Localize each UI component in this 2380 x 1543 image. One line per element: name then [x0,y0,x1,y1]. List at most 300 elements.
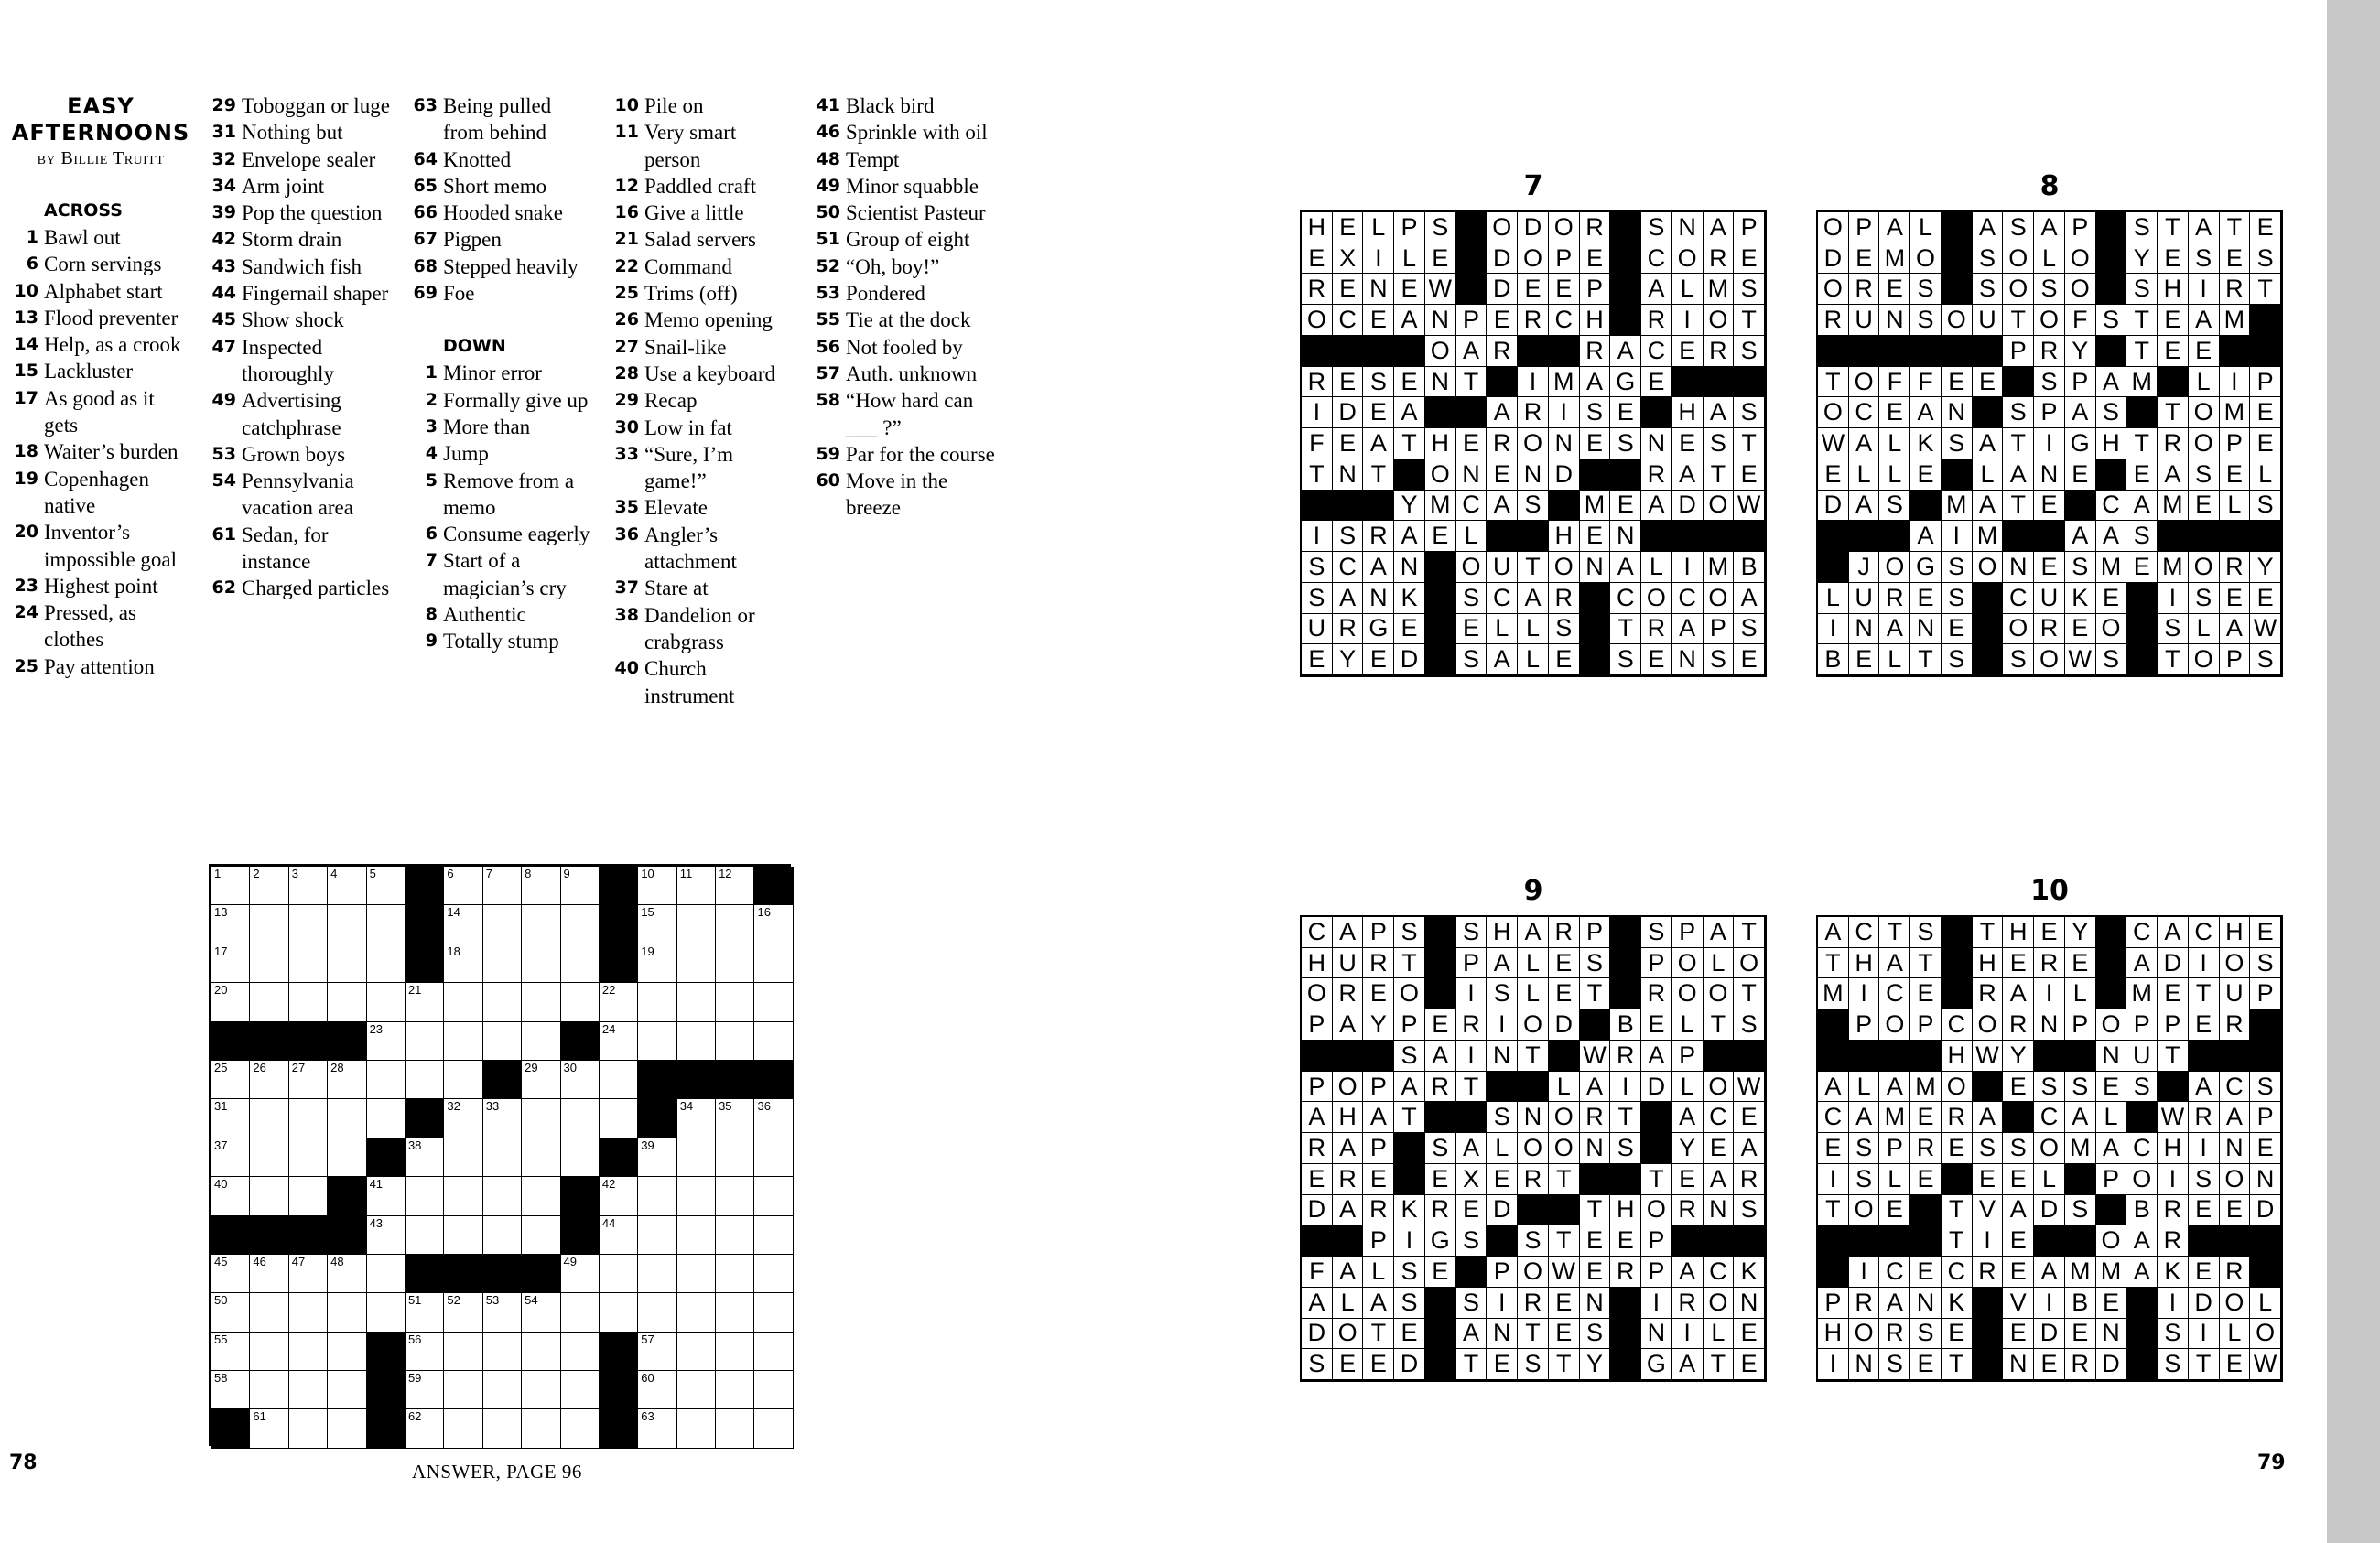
grid-cell[interactable] [522,1409,560,1448]
grid-cell[interactable] [211,867,250,905]
solution-cell: C [1942,1257,1973,1288]
grid-cell[interactable] [367,1216,406,1255]
grid-cell[interactable] [289,1099,328,1138]
grid-cell[interactable] [444,944,482,983]
solution-block [1394,1164,1425,1195]
grid-cell[interactable] [600,1099,638,1138]
solution-cell: N [1849,614,1880,645]
grid-cell[interactable] [754,1333,793,1371]
grid-cell[interactable] [250,1255,288,1293]
solution-cell: I [1672,552,1704,583]
solution-block [1818,336,1849,367]
grid-cell[interactable] [250,1061,288,1099]
solution-cell: S [1910,917,1942,948]
solution-cell: E [1456,1195,1488,1226]
clue-number: 58 [816,390,840,411]
solution-cell: E [1549,948,1580,979]
grid-cell[interactable] [638,1371,676,1409]
grid-cell[interactable] [211,1255,250,1293]
grid-cell[interactable] [561,944,600,983]
solution-cell: E [1580,1257,1611,1288]
grid-cell[interactable] [250,1177,288,1215]
solution-cell: S [2250,491,2281,522]
grid-cell[interactable] [677,905,716,944]
grid-cell[interactable] [716,1293,754,1332]
grid-cell[interactable] [522,1177,560,1215]
grid-cell[interactable] [522,1061,560,1099]
grid-cell[interactable] [638,1409,676,1448]
clue [209,441,392,468]
solution-cell: N [1734,1288,1765,1319]
solution-cell: R [1425,1072,1456,1103]
grid-cell[interactable] [754,1022,793,1061]
grid-cell[interactable] [211,1371,250,1409]
grid-cell[interactable] [444,1371,482,1409]
solution-cell: O [1849,367,1880,398]
solution-cell: C [1879,1257,1910,1288]
grid-cell[interactable] [406,1409,444,1448]
grid-cell[interactable] [406,1216,444,1255]
grid-cell[interactable] [367,983,406,1021]
solution-cell: A [1580,367,1611,398]
clue-number: 26 [614,309,639,330]
solution-cell: A [1641,274,1672,305]
grid-cell[interactable] [444,1293,482,1332]
grid-cell[interactable] [483,1371,522,1409]
grid-cell[interactable] [754,1371,793,1409]
grid-cell[interactable] [754,1099,793,1138]
grid-cell[interactable] [211,944,250,983]
grid-cell[interactable] [406,1061,444,1099]
grid-cell[interactable] [716,1022,754,1061]
grid-cell[interactable] [754,944,793,983]
grid-cell[interactable] [561,1255,600,1293]
grid-cell[interactable] [444,1177,482,1215]
solution-cell: E [1456,614,1488,645]
solution-cell: N [1580,1133,1611,1164]
grid-cell[interactable] [561,1293,600,1332]
solution-cell: R [1363,1195,1394,1226]
solution-cell: R [1818,305,1849,336]
grid-cell[interactable] [483,1099,522,1138]
solution-cell: A [1610,552,1641,583]
solution-block [2003,1102,2034,1133]
grid-cell[interactable] [716,1371,754,1409]
grid-cell[interactable] [483,905,522,944]
grid-cell[interactable] [406,1371,444,1409]
grid-cell[interactable] [328,1371,366,1409]
solution-cell: A [1487,644,1518,675]
grid-cell[interactable] [754,1255,793,1293]
grid-cell[interactable] [444,1022,482,1061]
grid-cell[interactable] [638,1022,676,1061]
grid-cell[interactable] [677,1022,716,1061]
grid-cell[interactable] [716,1138,754,1177]
crossword-grid[interactable] [209,864,791,1446]
clue-number: 19 [14,468,38,489]
grid-cell[interactable] [211,1333,250,1371]
clue [813,387,996,441]
clue-text: Recap [644,389,698,413]
grid-cell[interactable] [250,1371,288,1409]
grid-cell[interactable] [677,983,716,1021]
grid-cell[interactable] [211,905,250,944]
grid-cell[interactable] [716,905,754,944]
solution-cell: L [1363,1257,1394,1288]
grid-cell[interactable] [522,983,560,1021]
grid-cell[interactable] [289,1409,328,1448]
solution-cell: C [1487,583,1518,614]
grid-cell[interactable] [561,1333,600,1371]
grid-cell[interactable] [522,1371,560,1409]
grid-cell[interactable] [638,1255,676,1293]
grid-cell[interactable] [522,1333,560,1371]
grid-cell[interactable] [367,1293,406,1332]
grid-cell[interactable] [211,1138,250,1177]
solution-cell: N [1580,552,1611,583]
solution-cell: C [2126,1133,2158,1164]
grid-cell[interactable] [677,1138,716,1177]
clue-text: Tie at the dock [846,308,971,332]
grid-cell[interactable] [406,1177,444,1215]
solution-cell: S [1456,1225,1488,1257]
grid-cell[interactable] [754,1293,793,1332]
grid-cell[interactable] [289,983,328,1021]
grid-cell[interactable] [406,1333,444,1371]
grid-cell[interactable] [444,1216,482,1255]
grid-block [600,1138,638,1177]
solution-cell: E [2250,397,2281,428]
grid-cell[interactable] [367,1061,406,1099]
solution-block [1879,336,1910,367]
clue-text: Very smart person [644,121,737,171]
solution-cell: P [2250,367,2281,398]
solution-cell: O [1487,212,1518,243]
solution-cell: A [2220,1102,2251,1133]
solution-cell: M [1973,521,2004,552]
solution-cell: T [1302,459,1333,491]
solution-cell: H [2003,917,2034,948]
grid-cell[interactable] [406,1293,444,1332]
grid-cell[interactable] [677,1293,716,1332]
grid-cell[interactable] [561,1409,600,1448]
grid-cell[interactable] [250,1138,288,1177]
solution-cell: E [2158,336,2189,367]
clue-number: 42 [211,229,236,250]
grid-cell[interactable] [367,905,406,944]
solution-cell: E [1425,1009,1456,1041]
grid-cell[interactable] [677,1099,716,1138]
grid-cell[interactable] [289,867,328,905]
solution-cell: E [1487,459,1518,491]
grid-cell[interactable] [638,944,676,983]
solution-block [1425,978,1456,1009]
grid-cell[interactable] [600,1061,638,1099]
grid-cell[interactable] [328,1061,366,1099]
solution-cell: A [1879,1072,1910,1103]
grid-cell[interactable] [444,983,482,1021]
grid-cell[interactable] [483,1138,522,1177]
grid-cell[interactable] [754,905,793,944]
grid-cell[interactable] [483,867,522,905]
grid-cell[interactable] [600,1255,638,1293]
grid-cell[interactable] [522,944,560,983]
grid-cell[interactable] [600,1177,638,1215]
clue-number: 13 [14,307,38,328]
grid-cell[interactable] [754,983,793,1021]
grid-cell[interactable] [483,1216,522,1255]
solution-cell: N [1518,1102,1549,1133]
grid-cell[interactable] [211,1099,250,1138]
solution-number: 8 [2039,170,2060,202]
grid-cell[interactable] [289,1371,328,1409]
solution-cell: A [1333,1133,1364,1164]
grid-cell[interactable] [483,1177,522,1215]
solution-cell: S [1942,583,1973,614]
grid-cell[interactable] [483,1409,522,1448]
grid-cell[interactable] [561,1371,600,1409]
grid-cell[interactable] [677,944,716,983]
grid-cell[interactable] [754,1177,793,1215]
solution-cell: O [1818,274,1849,305]
solution-cell: C [2034,1102,2065,1133]
clue-text: “How hard can ___ ?” [846,389,974,439]
grid-cell[interactable] [250,1333,288,1371]
grid-cell[interactable] [716,944,754,983]
grid-cell[interactable] [483,1333,522,1371]
grid-cell[interactable] [250,944,288,983]
grid-cell[interactable] [444,1061,482,1099]
grid-cell[interactable] [716,1099,754,1138]
clue-text: Flood preventer [44,306,178,329]
grid-cell[interactable] [561,1099,600,1138]
grid-cell[interactable] [406,983,444,1021]
grid-cell[interactable] [483,983,522,1021]
solution-cell: L [1518,978,1549,1009]
grid-cell[interactable] [406,1022,444,1061]
grid-cell[interactable] [211,983,250,1021]
grid-cell[interactable] [638,1138,676,1177]
clue [209,307,392,333]
solution-cell: N [1704,1195,1735,1226]
grid-cell[interactable] [677,1371,716,1409]
solution-cell: N [1425,305,1456,336]
solution-cell: B [1734,552,1765,583]
grid-block [561,1022,600,1061]
grid-cell[interactable] [367,1022,406,1061]
grid-cell[interactable] [638,905,676,944]
grid-cell[interactable] [522,1293,560,1332]
grid-cell[interactable] [600,1216,638,1255]
solution-number: 9 [1523,875,1543,907]
solution-cell: R [2003,1009,2034,1041]
grid-cell[interactable] [211,1061,250,1099]
solution-cell: O [1518,428,1549,459]
grid-cell[interactable] [638,1293,676,1332]
grid-cell[interactable] [289,1293,328,1332]
grid-cell[interactable] [754,1138,793,1177]
grid-cell[interactable] [250,983,288,1021]
grid-cell[interactable] [677,1255,716,1293]
grid-cell[interactable] [561,867,600,905]
grid-cell[interactable] [250,1293,288,1332]
solution-block [1910,1225,1942,1257]
clue-text: Scientist Pasteur [846,201,986,225]
grid-cell[interactable] [444,1138,482,1177]
grid-cell[interactable] [289,905,328,944]
grid-cell[interactable] [483,1022,522,1061]
grid-cell[interactable] [328,1138,366,1177]
solution-cell: L [2250,1288,2281,1319]
grid-cell[interactable] [716,1216,754,1255]
grid-cell[interactable] [367,944,406,983]
solution-cell: A [1363,1102,1394,1133]
solution-cell: S [1942,428,1973,459]
grid-cell[interactable] [250,867,288,905]
grid-cell[interactable] [522,1138,560,1177]
grid-cell[interactable] [367,1255,406,1293]
grid-cell[interactable] [677,1409,716,1448]
grid-cell[interactable] [522,1022,560,1061]
grid-cell[interactable] [328,1293,366,1332]
grid-cell[interactable] [444,867,482,905]
grid-cell[interactable] [716,1409,754,1448]
grid-cell[interactable] [289,1255,328,1293]
grid-cell[interactable] [716,867,754,905]
clue [410,226,593,253]
grid-cell[interactable] [444,1099,482,1138]
grid-cell[interactable] [638,1177,676,1215]
cell-number: 25 [214,1060,228,1074]
grid-cell[interactable] [716,1255,754,1293]
grid-cell[interactable] [638,1333,676,1371]
grid-cell[interactable] [289,1177,328,1215]
grid-cell[interactable] [289,1333,328,1371]
grid-cell[interactable] [716,983,754,1021]
grid-cell[interactable] [211,1293,250,1332]
grid-cell[interactable] [522,905,560,944]
grid-cell[interactable] [289,944,328,983]
solution-block [1425,644,1456,675]
grid-cell[interactable] [328,905,366,944]
solution-cell: Y [1333,644,1364,675]
solution-cell: T [2126,428,2158,459]
grid-cell[interactable] [561,983,600,1021]
solution-cell: O [1518,243,1549,275]
puzzle-title [11,93,190,146]
grid-cell[interactable] [716,1177,754,1215]
solution-cell: A [1333,1195,1364,1226]
solution-cell: U [2034,583,2065,614]
grid-cell[interactable] [522,1216,560,1255]
grid-cell[interactable] [677,867,716,905]
grid-cell[interactable] [638,867,676,905]
solution-block [1580,583,1611,614]
solution-cell: O [1879,552,1910,583]
solution-block [2065,1041,2096,1072]
grid-cell[interactable] [444,1409,482,1448]
solution-cell: W [2158,1102,2189,1133]
grid-cell[interactable] [250,1409,288,1448]
solution-cell: M [1425,491,1456,522]
cell-number: 58 [214,1371,228,1386]
solution-cell: E [1549,1319,1580,1350]
grid-cell[interactable] [600,1293,638,1332]
grid-cell[interactable] [754,1409,793,1448]
grid-cell[interactable] [406,1138,444,1177]
clue [11,251,190,277]
grid-cell[interactable] [367,867,406,905]
solution-cell: I [1672,1319,1704,1350]
grid-cell[interactable] [638,983,676,1021]
grid-cell[interactable] [561,1061,600,1099]
solution-cell: E [1942,614,1973,645]
grid-cell[interactable] [638,1216,676,1255]
grid-cell[interactable] [250,1099,288,1138]
grid-cell[interactable] [600,983,638,1021]
solution-cell: R [1518,1164,1549,1195]
grid-cell[interactable] [328,1255,366,1293]
grid-cell[interactable] [522,1099,560,1138]
grid-cell[interactable] [561,905,600,944]
grid-cell[interactable] [289,1138,328,1177]
grid-cell[interactable] [522,867,560,905]
solution-cell: A [1580,1072,1611,1103]
grid-cell[interactable] [600,1022,638,1061]
solution-cell: N [1363,583,1394,614]
cell-number: 60 [641,1371,654,1386]
grid-cell[interactable] [289,1061,328,1099]
solution-cell: E [2189,1195,2220,1226]
grid-cell[interactable] [754,1216,793,1255]
clue [813,146,996,173]
grid-cell[interactable] [367,1099,406,1138]
grid-cell[interactable] [483,944,522,983]
grid-cell[interactable] [561,1138,600,1177]
clue-text: Hooded snake [443,201,563,225]
grid-cell[interactable] [483,1293,522,1332]
grid-cell[interactable] [328,944,366,983]
grid-cell[interactable] [716,1333,754,1371]
solution-cell: E [1425,243,1456,275]
grid-cell[interactable] [328,1409,366,1448]
grid-cell[interactable] [328,1099,366,1138]
solution-cell: E [2065,948,2096,979]
solution-cell: M [2220,397,2251,428]
grid-cell[interactable] [328,1333,366,1371]
grid-cell[interactable] [250,905,288,944]
grid-cell[interactable] [677,1177,716,1215]
grid-cell[interactable] [677,1216,716,1255]
grid-cell[interactable] [677,1333,716,1371]
grid-cell[interactable] [444,905,482,944]
grid-cell[interactable] [211,1177,250,1215]
solution-block [1333,1225,1364,1257]
solution-cell: D [2250,1195,2281,1226]
grid-cell[interactable] [328,983,366,1021]
clue [11,358,190,384]
grid-cell[interactable] [444,1333,482,1371]
solution-cell: I [1302,521,1333,552]
grid-cell[interactable] [328,867,366,905]
solution-cell: R [1672,1288,1704,1319]
solution-cell: L [2220,491,2251,522]
solution-cell: W [2250,614,2281,645]
grid-cell[interactable] [367,1177,406,1215]
clue-number: 56 [816,336,840,357]
cell-number: 19 [641,944,654,958]
solution-block [1456,212,1488,243]
